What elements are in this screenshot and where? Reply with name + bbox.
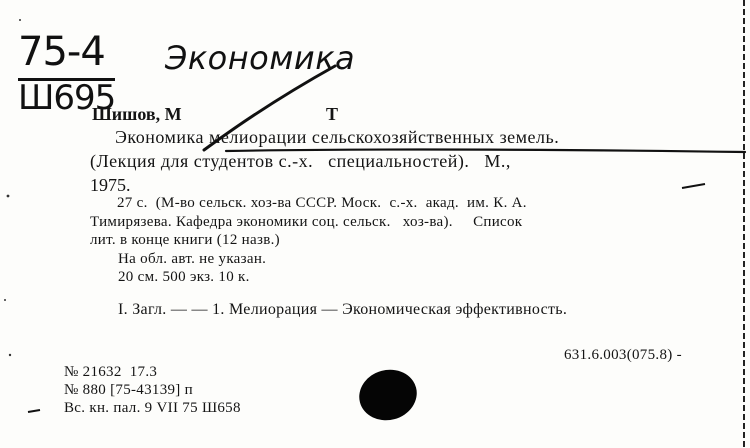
speck-mark [4, 299, 6, 301]
handwritten-underline [226, 149, 745, 152]
title-line-2: (Лекция для студентов с.-х. специальностей). М., [90, 151, 511, 171]
tracings: I. Загл. — — 1. Мелиорация — Экономическая эффективность. [118, 301, 568, 318]
chamber-number: № 880 [75-43139] п [64, 382, 193, 398]
handwritten-strike-mark [204, 66, 335, 150]
author-name: Шишов, М [92, 104, 182, 124]
description-line-1: 27 с. (М-во сельск. хоз-ва СССР. Моск. с.-х. акад. им. К. А. [117, 195, 527, 211]
shelfmark-top: 75-4 [18, 29, 105, 75]
description-line-2: Тимирязева. Кафедра экономики соц. сельск. хоз-ва). Список [90, 214, 523, 230]
note-line-1: На обл. авт. не указан. [118, 251, 267, 267]
speck-mark [19, 19, 21, 21]
shelfmark-bottom: Ш695 [18, 78, 116, 118]
note-line-2: 20 см. 500 экз. 10 к. [118, 269, 250, 285]
speck-mark [9, 354, 11, 356]
classification-number: 631.6.003(075.8) - [564, 347, 682, 363]
description-line-3: лит. в конце книги (12 назв.) [90, 232, 280, 248]
record-number: № 21632 17.3 [64, 364, 158, 380]
ink-blot [354, 363, 423, 426]
subject-heading: Экономика [165, 39, 356, 77]
author-initial: Т [326, 104, 339, 124]
handwritten-dash-mark [28, 410, 40, 412]
title-line-3: 1975. [90, 175, 131, 195]
speck-mark [7, 195, 10, 198]
printing-info: Вс. кн. пал. 9 VII 75 Ш658 [64, 400, 241, 416]
title-line-1: Экономика мелиорации сельскохозяйственных земель. [115, 127, 560, 147]
handwritten-tick-mark [682, 184, 705, 188]
